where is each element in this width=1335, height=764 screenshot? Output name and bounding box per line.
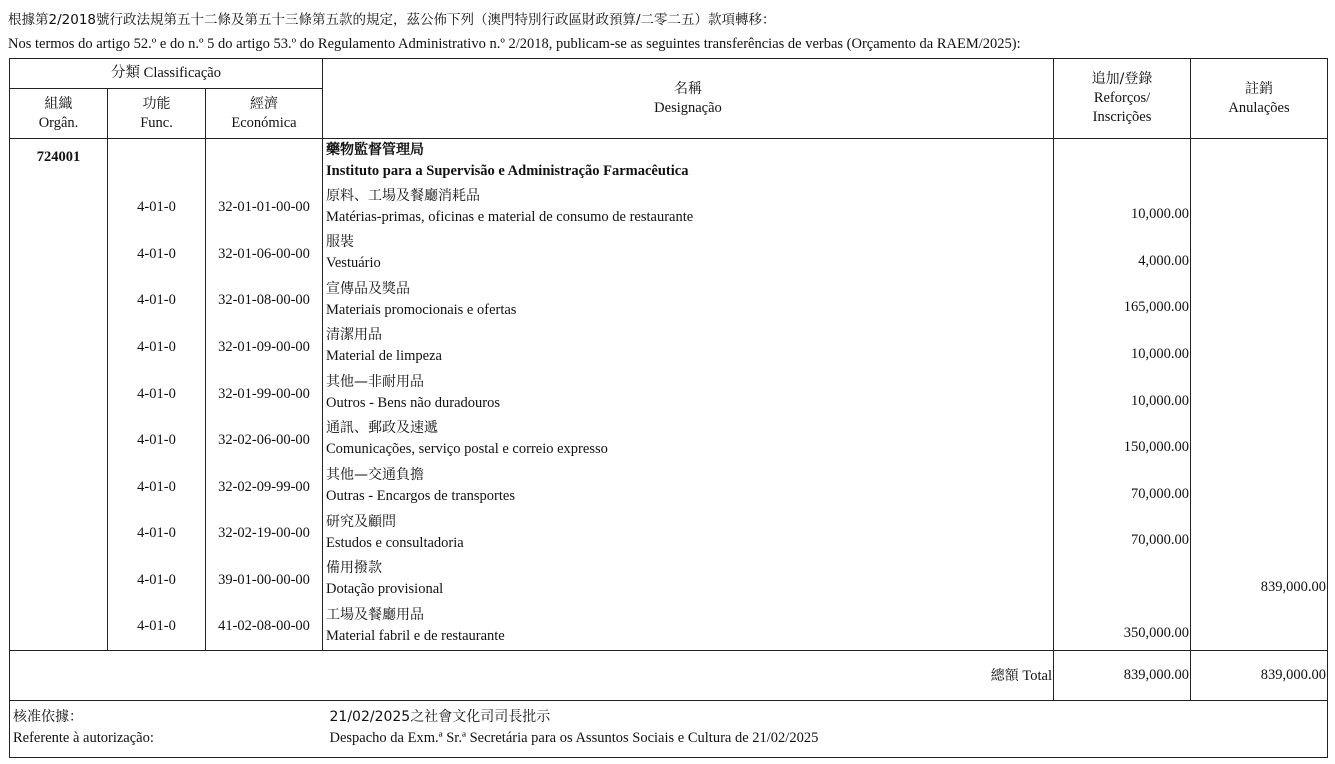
table-row xyxy=(10,604,1328,651)
row-economic-code: 32-01-06-00-00 xyxy=(206,231,323,278)
row-anulacao-amount xyxy=(1191,464,1328,511)
row-organ-empty xyxy=(10,604,108,651)
row-reforco-amount: 165,000.00 xyxy=(1054,278,1191,325)
row-functional-code: 4-01-0 xyxy=(108,417,206,464)
total-label xyxy=(10,650,1054,700)
total-anulacoes: 839,000.00 xyxy=(1191,650,1328,700)
row-economic-code: 32-02-19-00-00 xyxy=(206,511,323,558)
row-designation-zh: 原料、工場及餐廳消耗品 xyxy=(326,187,480,204)
organic-label-pt: Orgân. xyxy=(38,114,79,131)
row-anulacao-amount: 839,000.00 xyxy=(1191,557,1328,604)
row-designation-zh: 工場及餐廳用品 xyxy=(326,606,424,623)
row-economic-code: 32-01-01-00-00 xyxy=(206,185,323,232)
row-functional-code: 4-01-0 xyxy=(108,511,206,558)
reinforcements-header xyxy=(1054,59,1191,139)
row-functional-code: 4-01-0 xyxy=(108,371,206,418)
row-anulacao-amount xyxy=(1191,371,1328,418)
economic-header xyxy=(206,89,323,139)
row-designation xyxy=(323,557,1054,604)
organ-row xyxy=(10,139,1328,185)
row-reforco-amount xyxy=(1054,557,1191,604)
row-designation-zh: 宣傳品及獎品 xyxy=(326,280,410,297)
annulments-label-pt: Anulações xyxy=(1228,99,1290,116)
organ-code: 724001 xyxy=(10,139,108,185)
row-designation xyxy=(323,464,1054,511)
row-designation xyxy=(323,278,1054,325)
row-economic-code: 32-01-09-00-00 xyxy=(206,324,323,371)
organ-anulacao-empty xyxy=(1191,139,1328,185)
organ-func-empty xyxy=(108,139,206,185)
row-designation xyxy=(323,511,1054,558)
row-economic-code: 39-01-00-00-00 xyxy=(206,557,323,604)
row-designation-pt: Outros - Bens não duradouros xyxy=(326,394,500,411)
row-organ-empty xyxy=(10,417,108,464)
row-designation-pt: Matérias-primas, oficinas e material de consumo de restaurante xyxy=(326,208,694,225)
row-designation xyxy=(323,231,1054,278)
row-economic-code: 32-02-09-99-00 xyxy=(206,464,323,511)
intro-portuguese: Nos termos do artigo 52.º e do n.º 5 do artigo 53.º do Regulamento Administrativo n.º 2/2018, publicam-se as seguintes transferências de verbas (Orçamento da RAEM/2025): xyxy=(8,36,1021,52)
intro-chinese: 根據第2/2018號行政法規第五十二條及第五十三條第五款的規定，茲公佈下列（澳門特別行政區財政預算/二零二五）款項轉移： xyxy=(8,12,776,28)
row-designation-pt: Outras - Encargos de transportes xyxy=(326,488,515,505)
row-reforco-amount: 150,000.00 xyxy=(1054,417,1191,464)
row-designation-pt: Materiais promocionais e ofertas xyxy=(326,301,517,318)
authorization-label-pt: Referente à autorização: xyxy=(13,729,154,746)
footer-right xyxy=(323,700,1328,757)
row-designation-zh: 通訊、郵政及速遞 xyxy=(326,420,438,437)
row-economic-code: 32-01-99-00-00 xyxy=(206,371,323,418)
row-anulacao-amount xyxy=(1191,324,1328,371)
row-organ-empty xyxy=(10,464,108,511)
functional-label-pt: Func. xyxy=(140,114,173,131)
row-anulacao-amount xyxy=(1191,185,1328,232)
row-designation-zh: 其他—交通負擔 xyxy=(326,467,424,484)
row-organ-empty xyxy=(10,185,108,232)
total-label-pt: Total xyxy=(1022,668,1052,685)
row-designation xyxy=(323,324,1054,371)
row-designation-pt: Material fabril e de restaurante xyxy=(326,627,505,644)
row-anulacao-amount xyxy=(1191,231,1328,278)
row-anulacao-amount xyxy=(1191,417,1328,464)
row-designation-pt: Estudos e consultadoria xyxy=(326,534,464,551)
row-designation-pt: Vestuário xyxy=(326,255,381,272)
reinforcements-label-pt2: Inscrições xyxy=(1092,109,1152,125)
table-row xyxy=(10,417,1328,464)
row-functional-code: 4-01-0 xyxy=(108,324,206,371)
table-row xyxy=(10,278,1328,325)
row-reforco-amount: 10,000.00 xyxy=(1054,185,1191,232)
row-functional-code: 4-01-0 xyxy=(108,185,206,232)
reinforcements-label-zh: 追加/登錄 xyxy=(1091,71,1153,87)
classification-header xyxy=(10,59,323,89)
organ-name-zh: 藥物監督管理局 xyxy=(326,142,424,158)
organ-reforco-empty xyxy=(1054,139,1191,185)
table-row xyxy=(10,185,1328,232)
row-reforco-amount: 70,000.00 xyxy=(1054,511,1191,558)
row-functional-code: 4-01-0 xyxy=(108,278,206,325)
total-reforcos: 839,000.00 xyxy=(1054,650,1191,700)
row-reforco-amount: 350,000.00 xyxy=(1054,604,1191,651)
row-anulacao-amount xyxy=(1191,604,1328,651)
row-functional-code: 4-01-0 xyxy=(108,557,206,604)
row-functional-code: 4-01-0 xyxy=(108,464,206,511)
row-designation xyxy=(323,417,1054,464)
designation-header xyxy=(323,59,1054,139)
reinforcements-label-pt1: Reforços/ xyxy=(1093,90,1151,106)
table-row xyxy=(10,511,1328,558)
designation-label-zh: 名稱 xyxy=(674,80,702,97)
economic-label-zh: 經濟 xyxy=(250,95,278,112)
row-designation-pt: Comunicações, serviço postal e correio expresso xyxy=(326,441,608,458)
total-label-zh: 總額 xyxy=(990,668,1019,685)
authorization-label-zh: 核准依據： xyxy=(13,708,83,725)
row-functional-code: 4-01-0 xyxy=(108,231,206,278)
table-row xyxy=(10,557,1328,604)
row-designation xyxy=(323,185,1054,232)
row-reforco-amount: 10,000.00 xyxy=(1054,324,1191,371)
organ-designation xyxy=(323,139,1054,185)
row-designation-zh: 服裝 xyxy=(326,234,354,251)
row-anulacao-amount xyxy=(1191,278,1328,325)
budget-transfer-table xyxy=(9,58,1328,758)
row-designation xyxy=(323,371,1054,418)
economic-label-pt: Económica xyxy=(231,114,297,131)
row-economic-code: 41-02-08-00-00 xyxy=(206,604,323,651)
row-organ-empty xyxy=(10,231,108,278)
table-row xyxy=(10,231,1328,278)
annulments-header xyxy=(1191,59,1328,139)
table-row xyxy=(10,324,1328,371)
table-row xyxy=(10,464,1328,511)
row-designation-zh: 研究及顧問 xyxy=(326,513,396,530)
footer-left xyxy=(10,700,323,757)
row-organ-empty xyxy=(10,371,108,418)
row-economic-code: 32-02-06-00-00 xyxy=(206,417,323,464)
row-designation xyxy=(323,604,1054,651)
row-designation-zh: 其他—非耐用品 xyxy=(326,373,424,390)
row-economic-code: 32-01-08-00-00 xyxy=(206,278,323,325)
functional-header xyxy=(108,89,206,139)
row-organ-empty xyxy=(10,278,108,325)
authorization-text-pt: Despacho da Exm.ª Sr.ª Secretária para os Assuntos Sociais e Cultura de 21/02/2025 xyxy=(329,729,819,746)
row-organ-empty xyxy=(10,557,108,604)
organ-name-pt: Instituto para a Supervisão e Administração Farmacêutica xyxy=(326,163,689,179)
row-designation-zh: 備用撥款 xyxy=(326,560,382,577)
organic-label-zh: 組織 xyxy=(44,95,73,112)
row-designation-pt: Material de limpeza xyxy=(326,348,442,365)
row-functional-code: 4-01-0 xyxy=(108,604,206,651)
organic-header xyxy=(10,89,108,139)
annulments-label-zh: 註銷 xyxy=(1245,80,1273,97)
row-designation-pt: Dotação provisional xyxy=(326,581,444,598)
row-organ-empty xyxy=(10,511,108,558)
row-organ-empty xyxy=(10,324,108,371)
functional-label-zh: 功能 xyxy=(142,95,171,112)
classification-label: 分類 Classificação xyxy=(111,65,221,81)
designation-label-pt: Designação xyxy=(654,99,722,116)
organ-econ-empty xyxy=(206,139,323,185)
authorization-text-zh: 21/02/2025之社會文化司司長批示 xyxy=(329,708,551,725)
row-anulacao-amount xyxy=(1191,511,1328,558)
footer-row xyxy=(10,700,1328,757)
table-row xyxy=(10,371,1328,418)
total-row xyxy=(10,650,1328,700)
row-reforco-amount: 4,000.00 xyxy=(1054,231,1191,278)
row-designation-zh: 清潔用品 xyxy=(326,327,382,344)
row-reforco-amount: 10,000.00 xyxy=(1054,371,1191,418)
row-reforco-amount: 70,000.00 xyxy=(1054,464,1191,511)
